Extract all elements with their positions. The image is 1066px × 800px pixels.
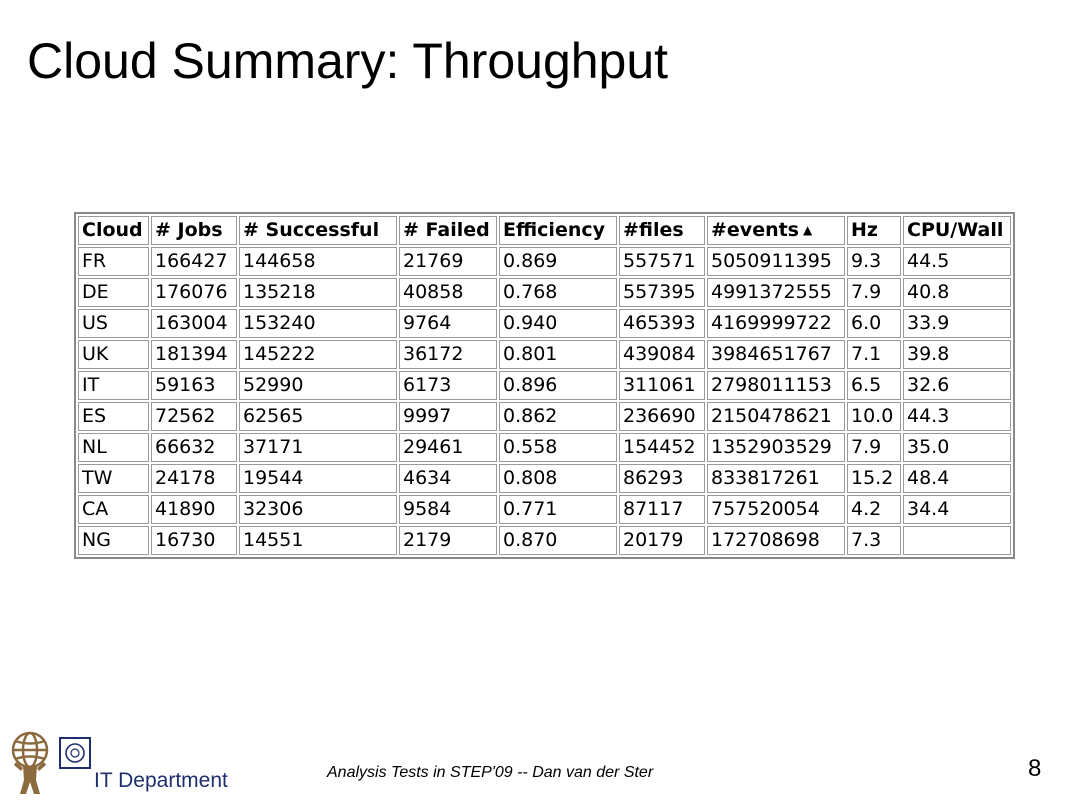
table-cell: 4991372555 [707, 278, 845, 307]
table-cell: 4634 [399, 464, 497, 493]
column-header-hz[interactable]: Hz [847, 216, 901, 245]
column-header-events-label: #events [711, 219, 799, 241]
table-cell: 7.3 [847, 526, 901, 555]
table-cell: 6.0 [847, 309, 901, 338]
table-cell: ES [78, 402, 149, 431]
table-cell: 40.8 [903, 278, 1011, 307]
table-cell: 0.870 [499, 526, 617, 555]
table-cell: 37171 [239, 433, 397, 462]
table-cell: 36172 [399, 340, 497, 369]
table-row [78, 278, 1011, 307]
data-table-container [74, 212, 1015, 559]
table-cell: 6173 [399, 371, 497, 400]
table-cell: 0.771 [499, 495, 617, 524]
table-cell: 163004 [151, 309, 237, 338]
table-cell: 86293 [619, 464, 705, 493]
table-cell: 145222 [239, 340, 397, 369]
table-cell: 32.6 [903, 371, 1011, 400]
table-cell: 35.0 [903, 433, 1011, 462]
table-cell: TW [78, 464, 149, 493]
table-cell: 41890 [151, 495, 237, 524]
column-header-successful[interactable]: # Successful [239, 216, 397, 245]
department-label: IT Department [94, 769, 228, 792]
table-cell: 9764 [399, 309, 497, 338]
table-cell: 44.5 [903, 247, 1011, 276]
table-row [78, 495, 1011, 524]
table-cell: 5050911395 [707, 247, 845, 276]
table-cell: 0.808 [499, 464, 617, 493]
table-cell: 176076 [151, 278, 237, 307]
column-header-cloud[interactable]: Cloud [78, 216, 149, 245]
table-cell: 181394 [151, 340, 237, 369]
table-row [78, 526, 1011, 555]
table-cell: 62565 [239, 402, 397, 431]
table-header-row [78, 216, 1011, 245]
cloud-throughput-table [76, 214, 1013, 557]
table-cell: 66632 [151, 433, 237, 462]
table-cell: 7.9 [847, 278, 901, 307]
table-row [78, 340, 1011, 369]
slide-footer: Analysis Tests in STEP'09 -- Dan van der Ster [327, 764, 654, 781]
table-cell: CA [78, 495, 149, 524]
table-cell: 9997 [399, 402, 497, 431]
table-cell: 557395 [619, 278, 705, 307]
table-cell: 0.940 [499, 309, 617, 338]
column-header-jobs[interactable]: # Jobs [151, 216, 237, 245]
table-cell: 311061 [619, 371, 705, 400]
table-cell: DE [78, 278, 149, 307]
table-cell: 3984651767 [707, 340, 845, 369]
table-cell: 7.9 [847, 433, 901, 462]
table-cell: 2798011153 [707, 371, 845, 400]
page-number: 8 [1028, 755, 1042, 782]
table-cell: NG [78, 526, 149, 555]
table-cell: 19544 [239, 464, 397, 493]
table-cell: 166427 [151, 247, 237, 276]
table-row [78, 433, 1011, 462]
table-cell: 44.3 [903, 402, 1011, 431]
table-cell: 29461 [399, 433, 497, 462]
table-cell: UK [78, 340, 149, 369]
table-cell: IT [78, 371, 149, 400]
table-cell: 40858 [399, 278, 497, 307]
slide-title: Cloud Summary: Throughput [27, 33, 669, 89]
table-cell: 10.0 [847, 402, 901, 431]
table-cell: 7.1 [847, 340, 901, 369]
table-cell: 9584 [399, 495, 497, 524]
table-cell: 172708698 [707, 526, 845, 555]
table-cell: 236690 [619, 402, 705, 431]
table-cell: 4169999722 [707, 309, 845, 338]
table-row [78, 309, 1011, 338]
table-cell: FR [78, 247, 149, 276]
table-cell: 32306 [239, 495, 397, 524]
table-cell: 0.862 [499, 402, 617, 431]
table-cell: 48.4 [903, 464, 1011, 493]
table-cell: 39.8 [903, 340, 1011, 369]
table-row [78, 464, 1011, 493]
table-cell [903, 526, 1011, 555]
table-cell: 153240 [239, 309, 397, 338]
table-cell: 465393 [619, 309, 705, 338]
table-cell: 9.3 [847, 247, 901, 276]
table-cell: 72562 [151, 402, 237, 431]
table-cell: 20179 [619, 526, 705, 555]
table-cell: 135218 [239, 278, 397, 307]
table-cell: 2179 [399, 526, 497, 555]
table-cell: 154452 [619, 433, 705, 462]
table-cell: 14551 [239, 526, 397, 555]
table-cell: 144658 [239, 247, 397, 276]
table-cell: 24178 [151, 464, 237, 493]
table-cell: 4.2 [847, 495, 901, 524]
column-header-cpu-wall[interactable]: CPU/Wall [903, 216, 1011, 245]
table-cell: 33.9 [903, 309, 1011, 338]
table-row [78, 247, 1011, 276]
table-cell: 757520054 [707, 495, 845, 524]
table-body [78, 247, 1011, 555]
table-cell: 0.896 [499, 371, 617, 400]
table-cell: 0.768 [499, 278, 617, 307]
table-cell: 87117 [619, 495, 705, 524]
column-header-files[interactable]: #files [619, 216, 705, 245]
sort-ascending-icon: ▲ [803, 223, 813, 237]
table-cell: 59163 [151, 371, 237, 400]
table-cell: 16730 [151, 526, 237, 555]
cern-badge-icon [60, 738, 90, 768]
table-cell: 34.4 [903, 495, 1011, 524]
table-cell: 557571 [619, 247, 705, 276]
table-cell: 0.801 [499, 340, 617, 369]
table-cell: 833817261 [707, 464, 845, 493]
table-cell: 439084 [619, 340, 705, 369]
table-cell: 52990 [239, 371, 397, 400]
table-cell: 15.2 [847, 464, 901, 493]
table-cell: 0.869 [499, 247, 617, 276]
table-row [78, 371, 1011, 400]
column-header-events[interactable] [707, 216, 845, 245]
table-cell: 0.558 [499, 433, 617, 462]
table-cell: 1352903529 [707, 433, 845, 462]
table-cell: NL [78, 433, 149, 462]
table-cell: US [78, 309, 149, 338]
table-cell: 6.5 [847, 371, 901, 400]
column-header-efficiency[interactable]: Efficiency [499, 216, 617, 245]
table-row [78, 402, 1011, 431]
table-cell: 2150478621 [707, 402, 845, 431]
column-header-failed[interactable]: # Failed [399, 216, 497, 245]
table-cell: 21769 [399, 247, 497, 276]
